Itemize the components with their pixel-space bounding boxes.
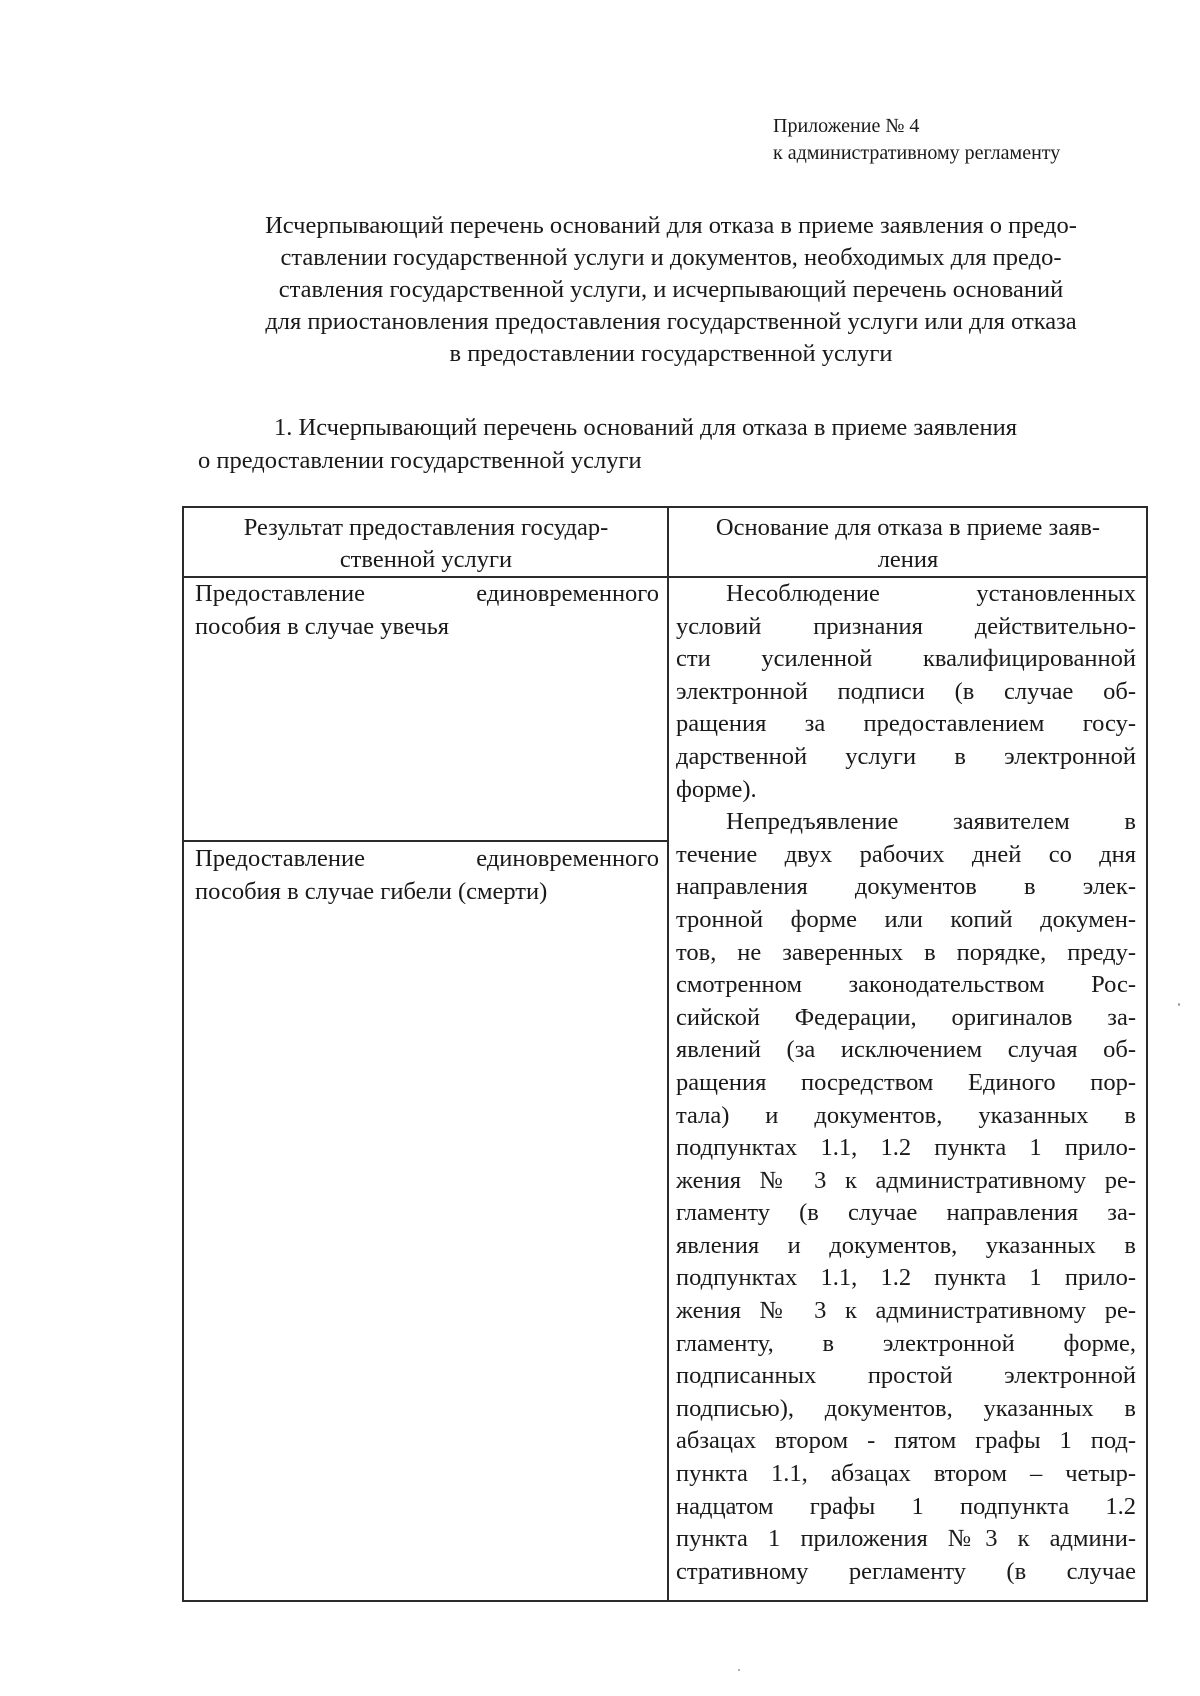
table-row-divider xyxy=(182,840,668,842)
title-line: Исчерпывающий перечень оснований для отказа в приеме заявления о предо- xyxy=(265,212,1077,239)
table-column-divider xyxy=(667,506,669,1602)
cell-line: пункта 1.1, абзацах втором – четыр- xyxy=(676,1460,1136,1488)
cell-line: Непредъявление заявителем в xyxy=(726,808,1136,836)
cell-line: гламенту (в случае направления за- xyxy=(676,1199,1136,1227)
header-text: ственной услуги xyxy=(339,546,513,573)
cell-line: подписанных простой электронной xyxy=(676,1362,1136,1390)
title-line: ставлении государственной услуги и документов, необходимых для предо- xyxy=(280,244,1062,271)
cell-line: надцатом графы 1 подпункта 1.2 xyxy=(676,1492,1136,1520)
scan-speck xyxy=(1178,1003,1180,1006)
cell-refusal-grounds xyxy=(676,578,1136,1588)
cell-line: явления и документов, указанных в xyxy=(676,1231,1136,1259)
cell-line: абзацах втором - пятом графы 1 под- xyxy=(676,1427,1136,1455)
cell-line: тов, не заверенных в порядке, преду- xyxy=(676,938,1136,966)
cell-line: форме). xyxy=(676,775,757,803)
cell-line: ращения за предоставлением госу- xyxy=(676,710,1136,738)
cell-line: подписью), документов, указанных в xyxy=(676,1394,1136,1422)
title-line: для приостановления предоставления государственной услуги или для отказа xyxy=(265,308,1077,335)
table-border-left xyxy=(182,506,184,1602)
title-line: ставления государственной услуги, и исчерпывающий перечень оснований xyxy=(278,276,1064,303)
cell-line: тронной форме или копий докумен- xyxy=(676,905,1136,933)
table-border-bottom xyxy=(182,1600,1148,1602)
cell-line: подпунктах 1.1, 1.2 пункта 1 прило- xyxy=(676,1264,1136,1292)
cell-line: смотренном законодательством Рос- xyxy=(676,971,1136,999)
appendix-reference: к административному регламенту xyxy=(773,142,1061,164)
appendix-number: Приложение № 4 xyxy=(773,115,920,137)
document-title xyxy=(196,210,1146,370)
cell-line: явлений (за исключением случая об- xyxy=(676,1036,1136,1064)
cell-line: пункта 1 приложения №3 к админи- xyxy=(676,1525,1136,1553)
cell-line: дарственной услуги в электронной xyxy=(676,742,1136,770)
header-text: Результат предоставления государ- xyxy=(243,514,609,541)
cell-line: пособия в случае увечья xyxy=(195,612,450,640)
section-heading xyxy=(198,411,1148,477)
cell-line: стративному регламенту (в случае xyxy=(676,1557,1136,1585)
header-text: ления xyxy=(877,546,939,573)
section-heading-line: о предоставлении государственной услуги xyxy=(198,447,642,474)
cell-line: сти усиленной квалифицированной xyxy=(676,645,1136,673)
cell-line: Несоблюдение установленных xyxy=(726,580,1136,607)
cell-line: Предоставление единовременного xyxy=(195,845,659,872)
cell-line: пособия в случае гибели (смерти) xyxy=(195,877,548,905)
table-border-right xyxy=(1146,506,1148,1602)
cell-result-death xyxy=(195,843,659,908)
cell-line: направления документов в элек- xyxy=(676,873,1136,901)
title-line: в предоставлении государственной услуги xyxy=(449,340,893,367)
cell-line: Предоставление единовременного xyxy=(195,580,659,607)
cell-line: электронной подписи (в случае об- xyxy=(676,677,1136,705)
cell-line: тала) и документов, указанных в xyxy=(676,1101,1136,1129)
cell-line: гламенту, в электронной форме, xyxy=(676,1329,1136,1357)
header-text: Основание для отказа в приеме заяв- xyxy=(715,514,1101,541)
cell-line: жения № 3 к административному ре- xyxy=(676,1166,1136,1194)
cell-line: подпунктах 1.1, 1.2 пункта 1 прило- xyxy=(676,1134,1136,1162)
appendix-label xyxy=(773,113,1060,167)
cell-line: жения № 3 к административному ре- xyxy=(676,1297,1136,1325)
cell-result-injury xyxy=(195,578,659,643)
scan-speck xyxy=(738,1669,740,1671)
cell-line: сийской Федерации, оригиналов за- xyxy=(676,1003,1136,1031)
cell-line: течение двух рабочих дней со дня xyxy=(676,840,1136,868)
cell-line: условий признания действительно- xyxy=(676,612,1136,640)
header-cell-result xyxy=(188,512,664,576)
section-heading-line: 1. Исчерпывающий перечень оснований для отказа в приеме заявления xyxy=(274,414,1018,441)
table-border-top xyxy=(182,506,1148,508)
cell-line: ращения посредством Единого пор- xyxy=(676,1068,1136,1096)
header-cell-reason xyxy=(672,512,1144,576)
